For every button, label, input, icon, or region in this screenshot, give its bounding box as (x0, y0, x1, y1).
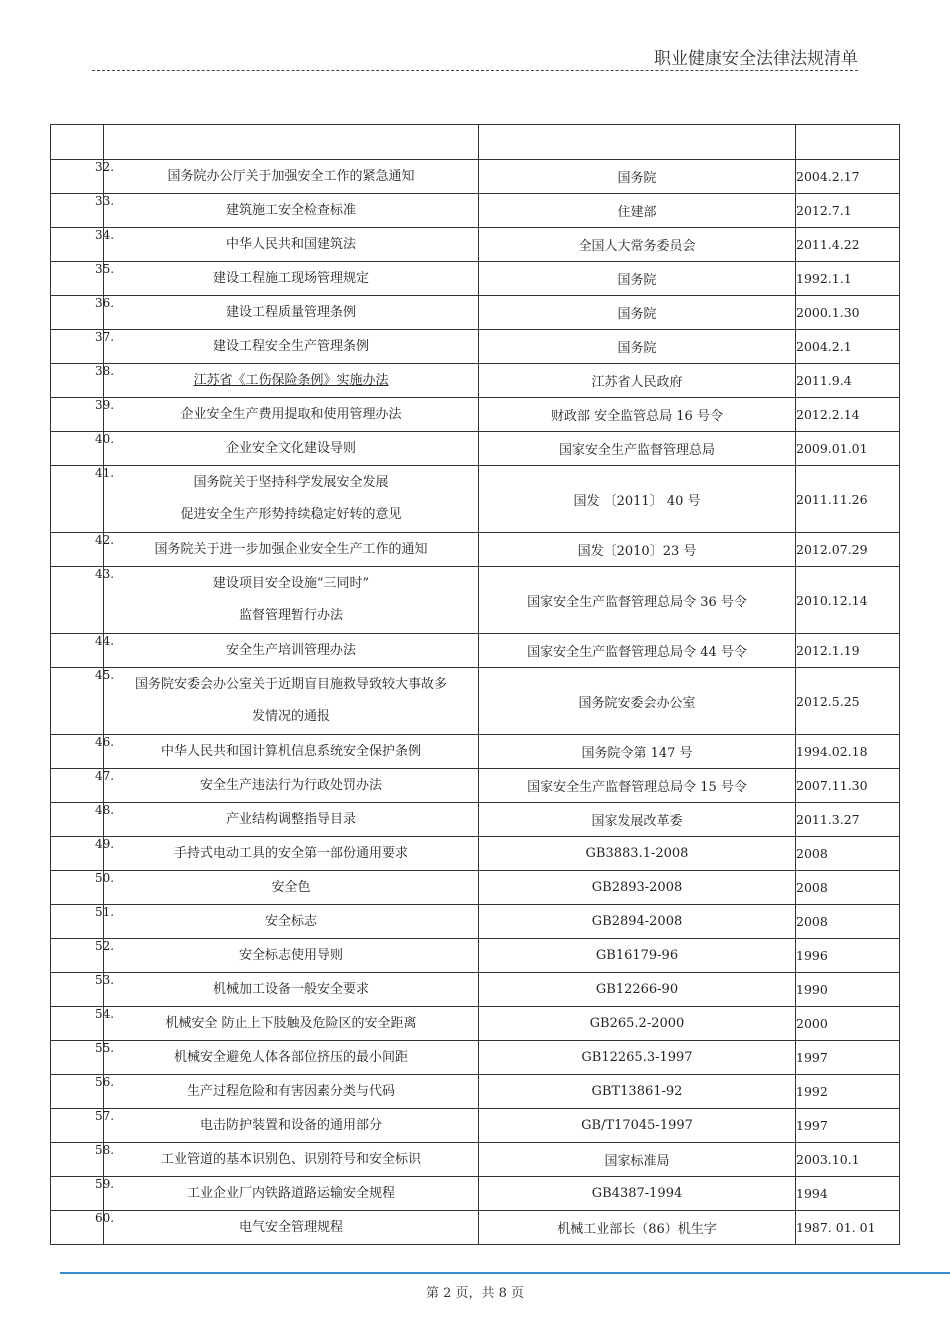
row-number: 39. (95, 398, 115, 412)
regulation-name-cell (104, 262, 479, 296)
regulation-name: 机械安全 防止上下肢触及危险区的安全距离 (165, 1016, 417, 1031)
regulation-name-cell (104, 466, 479, 533)
regulation-table (50, 124, 900, 1245)
issuer-cell: GB2893-2008 (479, 871, 796, 905)
row-number-cell (51, 769, 115, 803)
date-cell: 2004.2.17 (796, 160, 900, 194)
table-row (51, 432, 900, 466)
regulation-name-cell (104, 1007, 479, 1041)
row-number: 32. (95, 160, 115, 174)
issuer-cell: 国务院 (479, 262, 796, 296)
row-number-cell (51, 1041, 115, 1075)
regulation-name-cell (104, 1109, 479, 1143)
row-number-cell (51, 228, 115, 262)
date-cell: 2012.7.1 (796, 194, 900, 228)
table-row (51, 228, 900, 262)
regulation-name: 国务院关于坚持科学发展安全发展 (193, 475, 389, 490)
header-cell-date (796, 125, 900, 160)
table-row (51, 1075, 900, 1109)
date-cell: 2008 (796, 837, 900, 871)
row-number: 41. (95, 466, 115, 480)
regulation-name-cell (104, 330, 479, 364)
regulation-name-cell (104, 769, 479, 803)
regulation-name: 企业安全文化建设导则 (225, 441, 356, 456)
issuer-cell: 国发〔2010〕23 号 (479, 533, 796, 567)
table-row (51, 194, 900, 228)
date-cell: 2012.07.29 (796, 533, 900, 567)
regulation-name: 国务院关于进一步加强企业安全生产工作的通知 (154, 542, 428, 557)
row-number: 40. (95, 432, 115, 446)
regulation-name-cell (104, 228, 479, 262)
date-cell: 1992 (796, 1075, 900, 1109)
table-row (51, 769, 900, 803)
issuer-cell: 国家安全生产监督管理总局令 36 号令 (479, 567, 796, 634)
row-number-cell (51, 634, 115, 668)
row-number-cell (51, 803, 115, 837)
row-number-cell (51, 1007, 115, 1041)
table-row (51, 262, 900, 296)
date-cell: 2009.01.01 (796, 432, 900, 466)
date-cell: 1994 (796, 1177, 900, 1211)
regulation-name-cell (104, 1075, 479, 1109)
issuer-cell: 国务院 (479, 296, 796, 330)
row-number: 59. (95, 1177, 115, 1191)
row-number-cell (51, 466, 115, 533)
issuer-cell: GB/T17045-1997 (479, 1109, 796, 1143)
issuer-cell: 国务院令第 147 号 (479, 735, 796, 769)
row-number: 42. (95, 533, 115, 547)
row-number: 54. (95, 1007, 115, 1021)
table-row (51, 1177, 900, 1211)
row-number: 53. (95, 973, 115, 987)
date-cell: 1997 (796, 1041, 900, 1075)
regulation-name-cell (104, 194, 479, 228)
row-number: 51. (95, 905, 115, 919)
row-number: 52. (95, 939, 115, 953)
date-cell: 1997 (796, 1109, 900, 1143)
row-number-cell (51, 296, 115, 330)
regulation-name-cell (104, 567, 479, 634)
row-number: 57. (95, 1109, 115, 1123)
issuer-cell: 国家安全生产监督管理总局 (479, 432, 796, 466)
table-header-row (51, 125, 900, 160)
issuer-cell: GBT13861-92 (479, 1075, 796, 1109)
regulation-name: 中华人民共和国建筑法 (225, 237, 356, 252)
table-row (51, 871, 900, 905)
issuer-cell: 国务院 (479, 160, 796, 194)
row-number: 47. (95, 769, 115, 783)
row-number-cell (51, 1109, 115, 1143)
regulation-name-cell (104, 837, 479, 871)
issuer-cell: 国家发展改革委 (479, 803, 796, 837)
header-cell-name (104, 125, 479, 160)
regulation-name: 安全生产培训管理办法 (225, 643, 356, 658)
row-number-cell (51, 837, 115, 871)
regulation-name: 安全色 (271, 880, 311, 895)
row-number: 58. (95, 1143, 115, 1157)
regulation-name: 工业企业厂内铁路道路运输安全规程 (186, 1186, 395, 1201)
row-number-cell (51, 1211, 115, 1245)
regulation-name: 安全标志使用导则 (238, 948, 343, 963)
table-row (51, 330, 900, 364)
table-row (51, 668, 900, 735)
issuer-cell: GB16179-96 (479, 939, 796, 973)
table-row (51, 160, 900, 194)
date-cell: 2000 (796, 1007, 900, 1041)
regulation-name-cell (104, 668, 479, 735)
regulation-name-cell (104, 939, 479, 973)
issuer-cell: GB3883.1-2008 (479, 837, 796, 871)
row-number: 56. (95, 1075, 115, 1089)
row-number-cell (51, 567, 115, 634)
row-number: 35. (95, 262, 115, 276)
row-number-cell (51, 939, 115, 973)
regulation-name: 建设工程施工现场管理规定 (212, 271, 369, 286)
table-row (51, 905, 900, 939)
table-row (51, 466, 900, 533)
table-row (51, 837, 900, 871)
row-number: 46. (95, 735, 115, 749)
table-row (51, 398, 900, 432)
date-cell: 1987. 01. 01 (796, 1211, 900, 1245)
row-number: 44. (95, 634, 115, 648)
date-cell: 2004.2.1 (796, 330, 900, 364)
issuer-cell: 国家安全生产监督管理总局令 15 号令 (479, 769, 796, 803)
row-number-cell (51, 533, 115, 567)
row-number: 55. (95, 1041, 115, 1055)
row-number-cell (51, 398, 115, 432)
regulation-name: 安全标志 (264, 914, 317, 929)
header-divider (92, 70, 858, 71)
regulation-name-cell (104, 973, 479, 1007)
row-number-cell (51, 668, 115, 735)
date-cell: 2000.1.30 (796, 296, 900, 330)
issuer-cell: GB12266-90 (479, 973, 796, 1007)
date-cell: 1994.02.18 (796, 735, 900, 769)
row-number: 37. (95, 330, 115, 344)
issuer-cell: GB265.2-2000 (479, 1007, 796, 1041)
regulation-name: 工业管道的基本识别色、识别符号和安全标识 (160, 1152, 421, 1167)
regulation-name: 建设工程安全生产管理条例 (212, 339, 369, 354)
issuer-cell: 国务院安委会办公室 (479, 668, 796, 735)
date-cell: 2011.9.4 (796, 364, 900, 398)
issuer-cell: 国务院 (479, 330, 796, 364)
row-number-cell (51, 364, 115, 398)
header-cell-no (51, 125, 104, 160)
row-number-cell (51, 905, 115, 939)
issuer-cell: 全国人大常务委员会 (479, 228, 796, 262)
date-cell: 2003.10.1 (796, 1143, 900, 1177)
regulation-name-cell (104, 364, 479, 398)
row-number-cell (51, 1143, 115, 1177)
row-number-cell (51, 1075, 115, 1109)
regulation-name: 国务院安委会办公室关于近期盲目施救导致较大事故多 (134, 677, 447, 692)
row-number-cell (51, 330, 115, 364)
regulation-name-cell (104, 1211, 479, 1245)
table-row (51, 364, 900, 398)
regulation-name: 建设工程质量管理条例 (225, 305, 356, 320)
table-row (51, 1143, 900, 1177)
regulation-name-cell (104, 735, 479, 769)
regulation-name: 电气安全管理规程 (238, 1220, 343, 1235)
regulation-name: 电击防护装置和设备的通用部分 (199, 1118, 382, 1133)
row-number: 36. (95, 296, 115, 310)
row-number-cell (51, 871, 115, 905)
date-cell: 1990 (796, 973, 900, 1007)
regulation-name-cell (104, 1177, 479, 1211)
regulation-name-cell (104, 905, 479, 939)
footer-divider (60, 1272, 950, 1274)
date-cell: 1992.1.1 (796, 262, 900, 296)
date-cell: 1996 (796, 939, 900, 973)
table-row (51, 973, 900, 1007)
table-row (51, 1211, 900, 1245)
regulation-name: 发情况的通报 (251, 709, 330, 724)
date-cell: 2011.11.26 (796, 466, 900, 533)
issuer-cell: 财政部 安全监管总局 16 号令 (479, 398, 796, 432)
row-number-cell (51, 735, 115, 769)
table-row (51, 1007, 900, 1041)
regulation-name[interactable]: 江苏省《工伤保险条例》实施办法 (193, 373, 389, 388)
regulation-name-cell (104, 1041, 479, 1075)
date-cell: 2008 (796, 871, 900, 905)
regulation-table-body (51, 125, 900, 1245)
table-row (51, 296, 900, 330)
row-number-cell (51, 262, 115, 296)
regulation-name: 机械加工设备一般安全要求 (212, 982, 369, 997)
row-number-cell (51, 1177, 115, 1211)
regulation-name: 国务院办公厅关于加强安全工作的紧急通知 (167, 169, 415, 184)
table-row (51, 939, 900, 973)
table-row (51, 803, 900, 837)
row-number: 45. (95, 668, 115, 682)
row-number-cell (51, 432, 115, 466)
row-number-cell (51, 194, 115, 228)
header-cell-issuer (479, 125, 796, 160)
table-row (51, 735, 900, 769)
row-number: 48. (95, 803, 115, 817)
regulation-name: 建设项目安全设施“三同时” (212, 576, 370, 591)
regulation-name: 机械安全避免人体各部位挤压的最小间距 (173, 1050, 408, 1065)
issuer-cell: GB4387-1994 (479, 1177, 796, 1211)
regulation-name: 安全生产违法行为行政处罚办法 (199, 778, 382, 793)
date-cell: 2011.4.22 (796, 228, 900, 262)
regulation-name: 产业结构调整指导目录 (225, 812, 356, 827)
issuer-cell: GB12265.3-1997 (479, 1041, 796, 1075)
issuer-cell: 国家标准局 (479, 1143, 796, 1177)
regulation-name: 建筑施工安全检查标准 (225, 203, 356, 218)
issuer-cell: 国发 〔2011〕 40 号 (479, 466, 796, 533)
date-cell: 2012.1.19 (796, 634, 900, 668)
issuer-cell: 江苏省人民政府 (479, 364, 796, 398)
regulation-name: 监督管理暂行办法 (238, 608, 343, 623)
regulation-name-cell (104, 160, 479, 194)
table-row (51, 1041, 900, 1075)
regulation-name-cell (104, 1143, 479, 1177)
issuer-cell: 住建部 (479, 194, 796, 228)
row-number: 33. (95, 194, 115, 208)
row-number: 49. (95, 837, 115, 851)
date-cell: 2012.5.25 (796, 668, 900, 735)
regulation-name: 中华人民共和国计算机信息系统安全保护条例 (160, 744, 421, 759)
table-row (51, 634, 900, 668)
table-row (51, 1109, 900, 1143)
date-cell: 2012.2.14 (796, 398, 900, 432)
issuer-cell: 机械工业部长（86）机生字 (479, 1211, 796, 1245)
date-cell: 2010.12.14 (796, 567, 900, 634)
row-number: 38. (95, 364, 115, 378)
row-number: 60. (95, 1211, 115, 1225)
row-number: 43. (95, 567, 115, 581)
page-number: 第 2 页，共 8 页 (425, 1286, 525, 1301)
table-row (51, 533, 900, 567)
date-cell: 2011.3.27 (796, 803, 900, 837)
regulation-name: 促进安全生产形势持续稳定好转的意见 (180, 507, 402, 522)
table-row (51, 567, 900, 634)
date-cell: 2007.11.30 (796, 769, 900, 803)
header-title: 职业健康安全法律法规清单 (654, 49, 858, 69)
row-number: 34. (95, 228, 115, 242)
regulation-name-cell (104, 296, 479, 330)
regulation-name-cell (104, 803, 479, 837)
regulation-name-cell (104, 871, 479, 905)
regulation-name-cell (104, 432, 479, 466)
regulation-name-cell (104, 533, 479, 567)
regulation-name: 生产过程危险和有害因素分类与代码 (186, 1084, 395, 1099)
row-number-cell (51, 160, 115, 194)
row-number-cell (51, 973, 115, 1007)
date-cell: 2008 (796, 905, 900, 939)
regulation-name-cell (104, 398, 479, 432)
regulation-name-cell (104, 634, 479, 668)
issuer-cell: GB2894-2008 (479, 905, 796, 939)
issuer-cell: 国家安全生产监督管理总局令 44 号令 (479, 634, 796, 668)
row-number: 50. (95, 871, 115, 885)
regulation-name: 企业安全生产费用提取和使用管理办法 (180, 407, 402, 422)
regulation-name: 手持式电动工具的安全第一部份通用要求 (173, 846, 408, 861)
